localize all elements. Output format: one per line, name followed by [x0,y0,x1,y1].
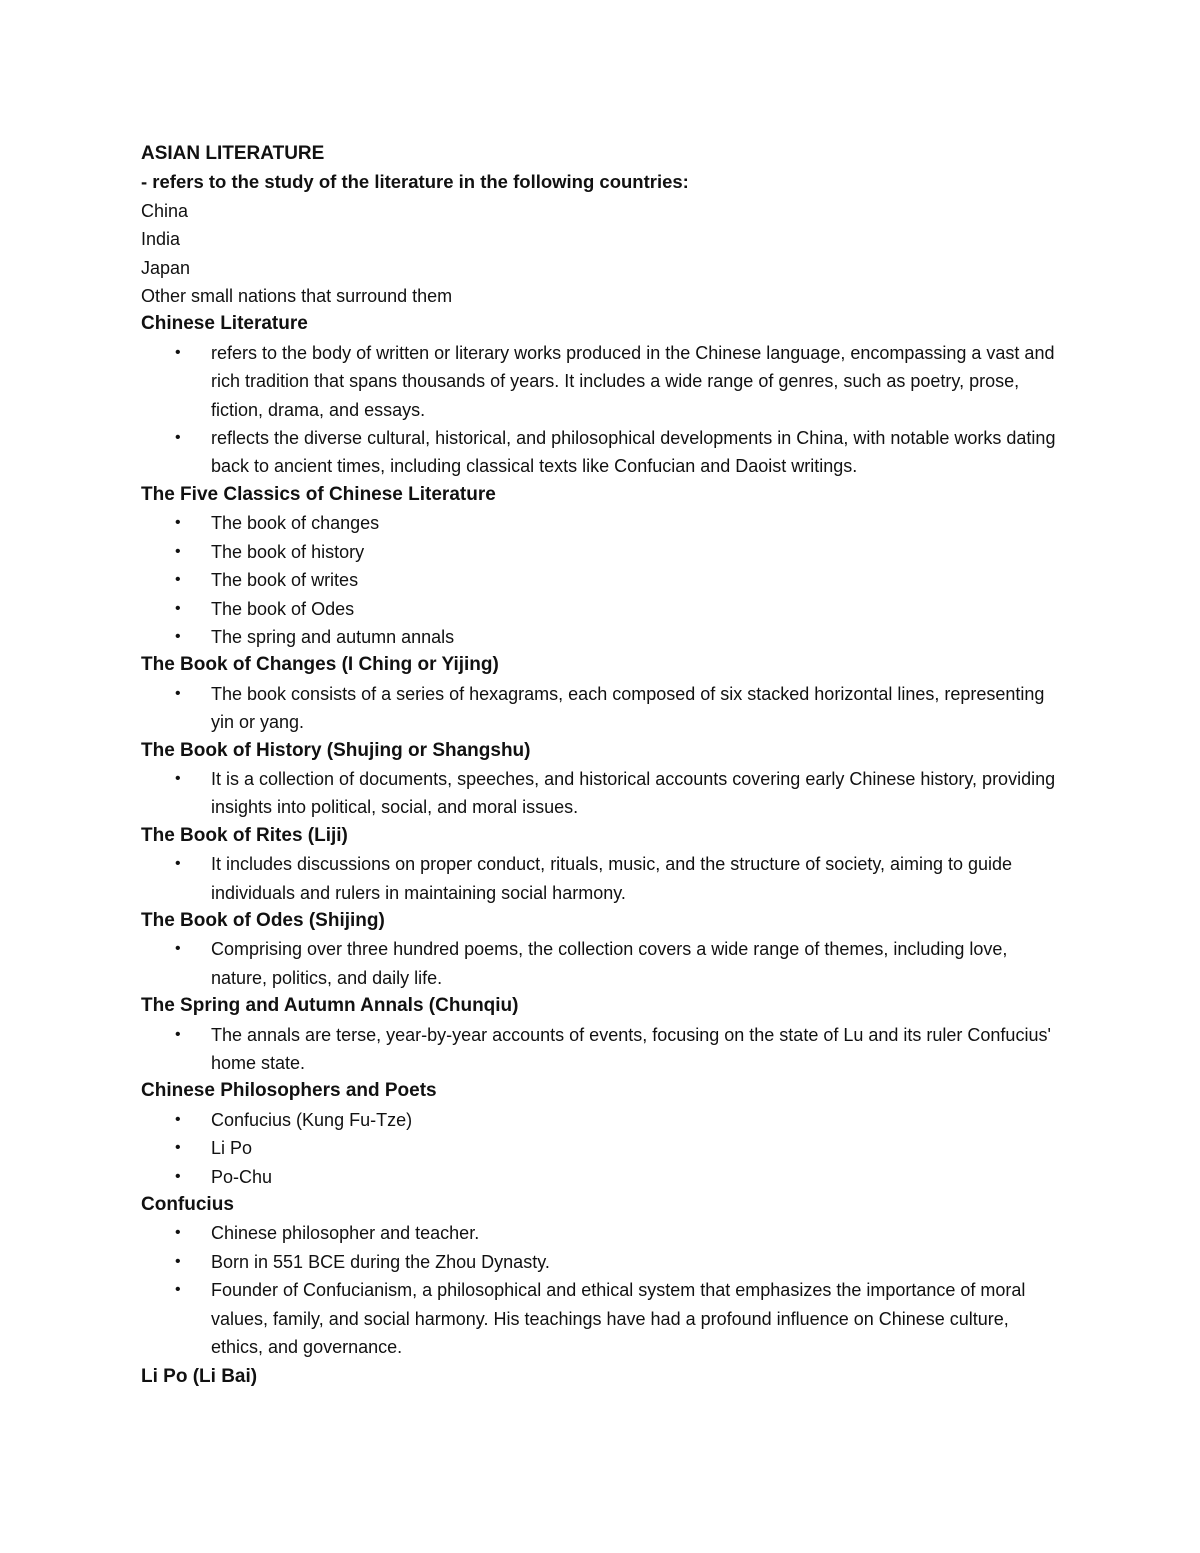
bullet-icon: • [175,429,181,447]
list-item [141,339,1061,424]
list-item-text: The book of writes [211,570,359,591]
list-item-text: refers to the body of written or literary works produced in the Chinese language, encompassing a vast and rich tradition that spans thousands of years. It includes a wide range of genres, such as poetry, prose, fiction, drama, and essays. [211,342,1055,420]
list-item [141,424,1061,481]
list-item-text: The book of Odes [211,598,355,619]
list-item [141,1219,1061,1247]
bullet-icon: • [175,1139,181,1157]
list-item-text: Po-Chu [211,1166,273,1187]
list-item-text: Chinese philosopher and teacher. [211,1223,480,1244]
five-classics-list [141,509,1061,651]
bullet-icon: • [175,1224,181,1242]
list-item [141,680,1061,737]
list-item-text: The book consists of a series of hexagrams, each composed of six stacked horizontal lines, representing yin or yang. [211,683,1045,733]
book-of-rites-list [141,850,1061,907]
list-item-text: Li Po [211,1138,253,1159]
bullet-icon: • [175,514,181,532]
list-item-text: The book of changes [211,513,380,534]
bullet-icon: • [175,599,181,617]
list-item-text: Confucius (Kung Fu-Tze) [211,1109,413,1130]
bullet-icon: • [175,855,181,873]
section-heading-five-classics: The Five Classics of Chinese Literature [141,483,496,505]
bullet-icon: • [175,940,181,958]
bullet-icon: • [175,684,181,702]
bullet-icon: • [175,627,181,645]
section-heading-confucius: Confucius [141,1194,234,1216]
list-item [141,1134,1061,1162]
list-item [141,1276,1061,1361]
bullet-icon: • [175,343,181,361]
book-of-odes-list [141,935,1061,992]
list-item-text: The spring and autumn annals [211,626,455,647]
bullet-icon: • [175,1252,181,1270]
bullet-icon: • [175,1167,181,1185]
list-item-text: Founder of Confucianism, a philosophical and ethical system that emphasizes the importance of moral values, family, and social harmony. His teachings have had a profound influence on Chinese culture, ethics, and governance. [211,1280,1026,1358]
section-heading-chinese-literature: Chinese Literature [141,313,308,335]
list-item [141,1163,1061,1191]
list-item [141,623,1061,651]
section-heading-book-of-history: The Book of History (Shujing or Shangshu) [141,739,531,761]
section-heading-book-of-changes: The Book of Changes (I Ching or Yijing) [141,654,499,676]
spring-autumn-annals-list [141,1021,1061,1078]
list-item [141,1021,1061,1078]
list-item [141,1106,1061,1134]
list-item [141,509,1061,537]
section-heading-philosophers-poets: Chinese Philosophers and Poets [141,1080,437,1102]
list-item [141,595,1061,623]
bullet-icon: • [175,1025,181,1043]
country-japan: Japan [141,257,191,278]
section-heading-book-of-odes: The Book of Odes (Shijing) [141,909,385,931]
bullet-icon: • [175,542,181,560]
section-heading-spring-autumn-annals: The Spring and Autumn Annals (Chunqiu) [141,995,519,1017]
bullet-icon: • [175,769,181,787]
country-china: China [141,200,189,221]
bullet-icon: • [175,1281,181,1299]
list-item-text: Born in 551 BCE during the Zhou Dynasty. [211,1251,550,1272]
chinese-literature-list [141,339,1061,481]
list-item-text: Comprising over three hundred poems, the collection covers a wide range of themes, including love, nature, politics, and daily life. [211,939,1008,988]
country-others: Other small nations that surround them [141,286,453,307]
document-title: ASIAN LITERATURE [141,143,325,164]
book-of-changes-list [141,680,1061,737]
document-page [141,140,1061,1392]
document-subtitle: - refers to the study of the literature in the following countries: [141,171,689,193]
philosophers-poets-list [141,1106,1061,1191]
list-item-text: The annals are terse, year-by-year accounts of events, focusing on the state of Lu and its ruler Confucius' home state. [211,1024,1051,1073]
section-heading-book-of-rites: The Book of Rites (Liji) [141,824,348,846]
list-item-text: The book of history [211,541,365,562]
list-item-text: reflects the diverse cultural, historical, and philosophical developments in China, with notable works dating back to ancient times, including classical texts like Confucian and Daoist writings. [211,428,1056,477]
bullet-icon: • [175,1110,181,1128]
section-heading-li-po: Li Po (Li Bai) [141,1366,258,1388]
list-item [141,935,1061,992]
list-item [141,1248,1061,1276]
book-of-history-list [141,765,1061,822]
list-item-text: It includes discussions on proper conduct, rituals, music, and the structure of society, aiming to guide individuals and rulers in maintaining social harmony. [211,854,1013,903]
list-item [141,566,1061,594]
bullet-icon: • [175,571,181,589]
confucius-list [141,1219,1061,1361]
list-item [141,765,1061,822]
list-item [141,538,1061,566]
country-india: India [141,229,181,250]
list-item [141,850,1061,907]
list-item-text: It is a collection of documents, speeches, and historical accounts covering early Chinese history, providing insights into political, social, and moral issues. [211,768,1056,818]
